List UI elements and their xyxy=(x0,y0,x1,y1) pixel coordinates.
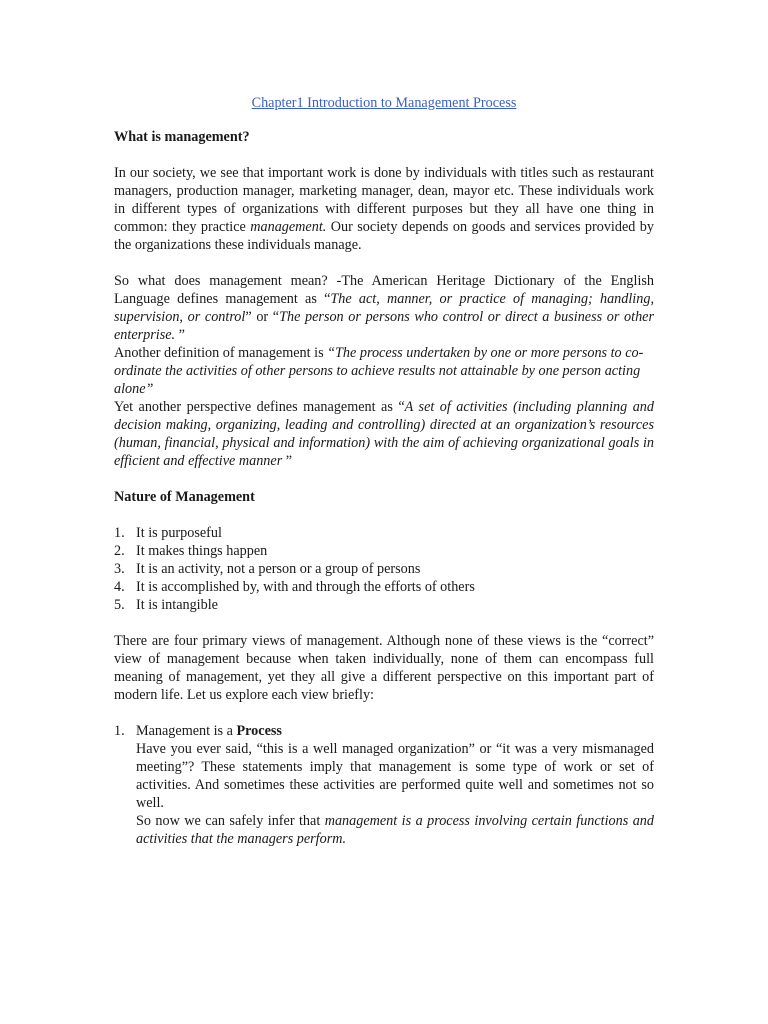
nature-list xyxy=(114,524,654,614)
list-item: 5. It is intangible xyxy=(114,597,218,613)
list-item: 1. It is purposeful xyxy=(114,525,222,541)
views-list xyxy=(114,722,654,848)
chapter-title-link[interactable]: Chapter1 Introduction to Management Process xyxy=(251,95,517,111)
section-heading-nature-of-management: Nature of Management xyxy=(114,489,255,505)
section-heading-what-is-management: What is management? xyxy=(114,129,250,145)
list-item: 2. It makes things happen xyxy=(114,543,268,559)
paragraph-intro: In our society, we see that important work is done by individuals with titles such as restaurant managers, production manager, marketing manager, dean, mayor etc. These individuals work in different types of organizations with different purposes but they all have one thing in common: they practice management. Our society depends on goods and services provided by the organizations these individuals manage. xyxy=(114,165,654,253)
paragraph-dictionary-definition: So what does management mean? -The American Heritage Dictionary of the English Language defines management as “The act, manner, or practice of managing; handling, supervision, or control” or “The person or persons who control or direct a business or other enterprise. ” xyxy=(114,273,654,343)
list-item-process-view: 1. Management is a Process Have you ever said, “this is a well managed organization” or “it was a very mismanaged meeting”? These statements imply that management is some type of work or set of activities. And sometimes these activities are performed quite well and sometimes not so well. So now we can safely infer that management is a process involving certain functions and activities that the managers perform. xyxy=(114,723,654,847)
page-title xyxy=(114,94,654,112)
view-heading: Management is a Process xyxy=(136,723,282,739)
paragraph-process-explanation: Have you ever said, “this is a well managed organization” or “it was a very mismanaged meeting”? These statements imply that management is some type of work or set of activities. And sometimes these activities are performed quite well and sometimes not so well. xyxy=(136,741,654,811)
paragraph-perspective-definition: Yet another perspective defines management as “A set of activities (including planning and decision making, organizing, leading and controlling) directed at an organization’s resources (human, financial, physical and information) with the aim of achieving organizational goals in efficient and effective manner ” xyxy=(114,399,654,469)
paragraph-process-inference: So now we can safely infer that management is a process involving certain functions and activities that the managers perform. xyxy=(136,813,654,847)
list-item: 3. It is an activity, not a person or a group of persons xyxy=(114,561,421,577)
list-item: 4. It is accomplished by, with and through the efforts of others xyxy=(114,579,475,595)
paragraph-four-views: There are four primary views of management. Although none of these views is the “correct” view of management because when taken individually, none of them can encompass full meaning of management, yet they all give a different perspective on this important part of modern life. Let us explore each view briefly: xyxy=(114,633,654,703)
paragraph-another-definition: Another definition of management is “The process undertaken by one or more persons to co-ordinate the activities of other persons to achieve results not attainable by one person acting alone” xyxy=(114,345,644,397)
